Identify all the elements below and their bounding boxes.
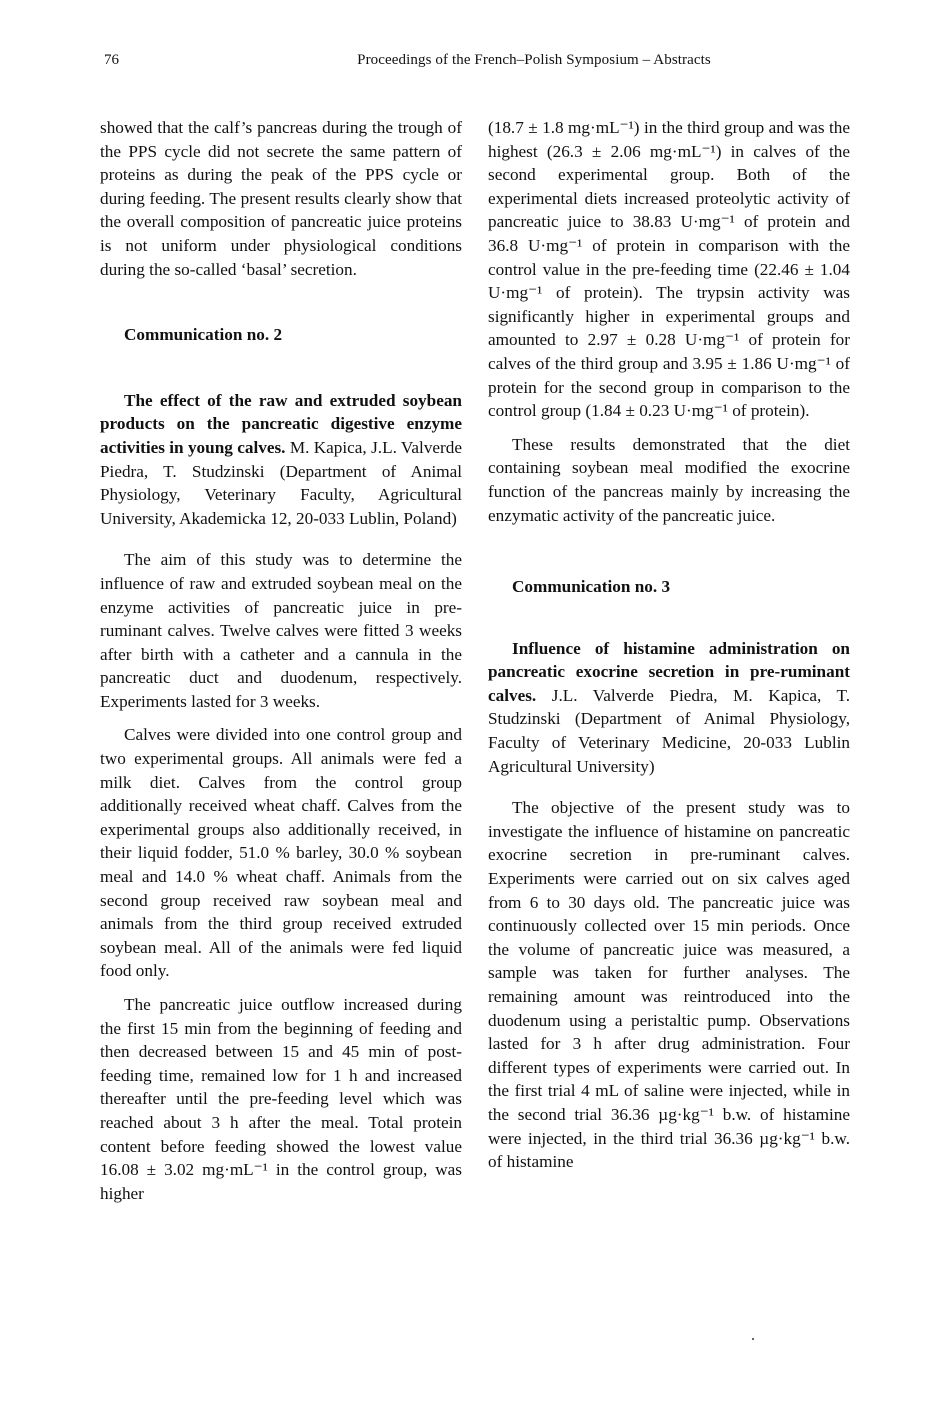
communication-2-paragraph-3: The pancreatic juice outflow increased during the first 15 min from the beginning of feeding and then decreased between 15 and 45 min of post-feeding time, remained low for 1 h and increased thereafter until the pre-feeding level which was reached about 3 h after the meal. Total protein content before feeding showed the lowest value 16.08 ± 3.02 mg·mL⁻¹ in the control group, was higher <box>100 995 462 1203</box>
page-number: 76 <box>104 52 119 68</box>
page-speck <box>752 1338 754 1340</box>
communication-2-paragraph-4: (18.7 ± 1.8 mg·mL⁻¹) in the third group and was the highest (26.3 ± 2.06 mg·mL⁻¹) in calves of the second experimental group. Both of the experimental diets increased proteolytic activity of pancreatic juice to 38.83 U·mg⁻¹ of protein and 36.8 U·mg⁻¹ of protein in comparison with the control value in the pre-feeding time (22.46 ± 1.04 U·mg⁻¹ of protein). The trypsin activity was significantly higher in experimental groups and amounted to 2.97 ± 0.28 U·mg⁻¹ of protein for calves of the third group and 3.95 ± 1.86 U·mg⁻¹ of protein for the second group in comparison to the control group (1.84 ± 0.23 U·mg⁻¹ of protein). <box>488 118 850 421</box>
intro-paragraph: showed that the calf’s pancreas during the trough of the PPS cycle did not secrete the same pattern of proteins as during the peak of the PPS cycle or during feeding. The present results clearly show that the overall composition of pancreatic juice proteins is not uniform under physiological conditions during the so-called ‘basal’ secretion. <box>100 118 462 279</box>
running-head: Proceedings of the French–Polish Symposium – Abstracts <box>357 52 711 68</box>
communication-2-heading: Communication no. 2 <box>124 325 283 345</box>
communication-3-paragraph-1: The objective of the present study was to investigate the influence of histamine on pancreatic exocrine secretion in pre-ruminant calves. Experiments were carried out on six calves aged from 6 to 30 days old. The pancreatic juice was continuously collected over 15 min periods. Once the volume of pancreatic juice was measured, a sample was taken for further analyses. The remaining amount was reintroduced into the duodenum using a peristaltic pump. Observations lasted for 3 h after drug administration. Four different types of experiments were carried out. In the first trial 4 mL of saline were injected, while in the second trial 36.36 µg·kg⁻¹ b.w. of histamine were injected, in the third trial 36.36 µg·kg⁻¹ b.w. of histamine <box>488 798 850 1172</box>
communication-3-abstract-header <box>488 637 850 779</box>
right-column <box>488 116 850 1174</box>
communication-2-authors: M. Kapica, J.L. Valverde Piedra, T. Studzinski (Department of Animal Physiology, Veterinary Faculty, Agricultural University, Akademicka 12, 20-033 Lublin, Poland) <box>100 437 462 528</box>
communication-2-title: The effect of the raw and extruded soybean products on the pancreatic digestive enzyme activities in young calves. <box>100 390 462 457</box>
left-column <box>100 116 462 1205</box>
page-header <box>104 52 840 76</box>
communication-3-authors: J.L. Valverde Piedra, M. Kapica, T. Studzinski (Department of Animal Physiology, Faculty of Veterinary Medicine, 20-033 Lublin Agricultural University) <box>488 685 850 776</box>
communication-3-heading: Communication no. 3 <box>512 577 671 597</box>
communication-2-paragraph-5: These results demonstrated that the diet containing soybean meal modified the exocrine function of the pancreas mainly by increasing the enzymatic activity of the pancreatic juice. <box>488 434 850 525</box>
communication-2-paragraph-2: Calves were divided into one control group and two experimental groups. All animals were fed a milk diet. Calves from the control group additionally received wheat chaff. Calves from the experimental groups also additionally received, in their liquid fodder, 51.0 % barley, 30.0 % soybean meal and 14.0 % wheat chaff. Animals from the second group received raw soybean meal and animals from the third group received extruded soybean meal. All of the animals were fed liquid food only. <box>100 725 462 981</box>
communication-3-title: Influence of histamine administration on pancreatic exocrine secretion in pre-ruminant calves. <box>488 638 850 705</box>
communication-2-abstract-header <box>100 389 462 531</box>
communication-2-paragraph-1: The aim of this study was to determine the influence of raw and extruded soybean meal on the enzyme activities of pancreatic juice in pre-ruminant calves. Twelve calves were fitted 3 weeks after birth with a catheter and a cannula in the pancreatic duct and duodenum, respectively. Experiments lasted for 3 weeks. <box>100 550 462 711</box>
